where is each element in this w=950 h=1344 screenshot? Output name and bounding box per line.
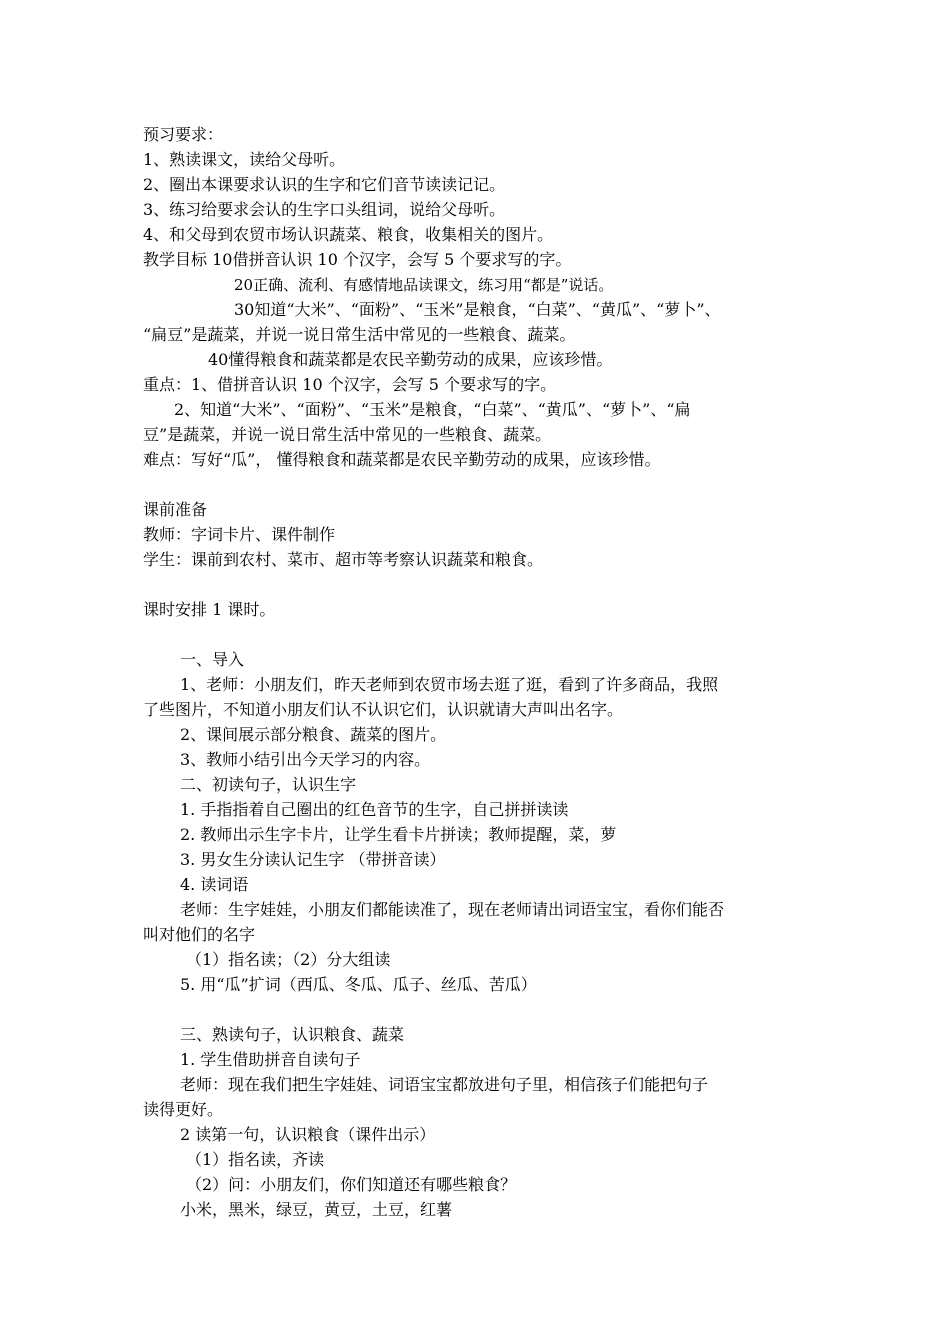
section-heading: 课前准备 <box>143 500 208 519</box>
text-line: 3、练习给要求会认的生字口头组词，说给父母听。 <box>143 200 506 219</box>
text-line: 课时安排 1 课时。 <box>143 600 276 619</box>
text-line: 20正确、流利、有感情地品读课文，练习用“都是”说话。 <box>234 276 614 294</box>
text-line: 小米，黑米，绿豆，黄豆，土豆，红薯 <box>180 1200 453 1219</box>
text-line: 叫对他们的名字 <box>143 925 256 944</box>
text-line: 4. 读词语 <box>180 875 249 894</box>
text-line: 读得更好。 <box>143 1100 224 1119</box>
text-line: “扁豆”是蔬菜，并说一说日常生活中常见的一些粮食、蔬菜。 <box>143 325 576 344</box>
text-line: 教师：字词卡片、课件制作 <box>143 525 336 544</box>
section-heading: 三、熟读句子，认识粮食、蔬菜 <box>180 1025 405 1044</box>
text-line: 2、知道“大米”、“面粉”、“玉米”是粮食，“白菜”、“黄瓜”、“萝卜”、“扁 <box>174 400 691 419</box>
text-line: 3. 男女生分读认记生字 （带拼音读） <box>180 850 446 869</box>
section-heading: 二、初读句子，认识生字 <box>180 775 357 794</box>
text-line: 1、老师：小朋友们，昨天老师到农贸市场去逛了逛，看到了许多商品，我照 <box>180 675 719 694</box>
text-line: 了些图片，不知道小朋友们认不认识它们，认识就请大声叫出名字。 <box>143 700 624 719</box>
text-line: （2）问：小朋友们，你们知道还有哪些粮食？ <box>186 1175 517 1194</box>
text-line: 1. 手指指着自己圈出的红色音节的生字，自己拼拼读读 <box>180 800 569 819</box>
text-line: 2. 教师出示生字卡片，让学生看卡片拼读；教师提醒，菜，萝 <box>180 825 617 844</box>
text-line: 2 读第一句，认识粮食（课件出示） <box>180 1125 436 1144</box>
text-line: 重点：1、借拼音认识 10 个汉字，会写 5 个要求写的字。 <box>143 375 557 394</box>
text-line: 1、熟读课文，读给父母听。 <box>143 150 346 169</box>
text-line: 豆”是蔬菜，并说一说日常生活中常见的一些粮食、蔬菜。 <box>143 425 552 444</box>
text-line: 教学目标 10借拼音认识 10 个汉字，会写 5 个要求写的字。 <box>143 250 572 269</box>
text-line: 5. 用“瓜”扩词（西瓜、冬瓜、瓜子、丝瓜、苦瓜） <box>180 975 537 994</box>
text-line: 1. 学生借助拼音自读句子 <box>180 1050 361 1069</box>
text-line: 2、圈出本课要求认识的生字和它们音节读读记记。 <box>143 175 506 194</box>
text-line: 难点：写好“瓜”， 懂得粮食和蔬菜都是农民辛勤劳动的成果，应该珍惜。 <box>143 450 661 469</box>
text-line: 2、课间展示部分粮食、蔬菜的图片。 <box>180 725 447 744</box>
text-line: 预习要求： <box>143 125 224 144</box>
text-line: 40懂得粮食和蔬菜都是农民辛勤劳动的成果，应该珍惜。 <box>208 350 613 369</box>
text-line: 4、和父母到农贸市场认识蔬菜、粮食，收集相关的图片。 <box>143 225 554 244</box>
section-heading: 一、导入 <box>180 650 245 669</box>
text-line: （1）指名读；（2）分大组读 <box>186 950 391 969</box>
text-line: 老师：生字娃娃，小朋友们都能读准了，现在老师请出词语宝宝，看你们能否 <box>180 900 725 919</box>
text-line: 老师：现在我们把生字娃娃、词语宝宝都放进句子里，相信孩子们能把句子 <box>180 1075 709 1094</box>
text-line: 学生：课前到农村、菜市、超市等考察认识蔬菜和粮食。 <box>143 550 544 569</box>
text-line: 30知道“大米”、“面粉”、“玉米”是粮食，“白菜”、“黄瓜”、“萝卜”、 <box>234 300 721 319</box>
text-line: 3、教师小结引出今天学习的内容。 <box>180 750 431 769</box>
text-line: （1）指名读，齐读 <box>186 1150 325 1169</box>
